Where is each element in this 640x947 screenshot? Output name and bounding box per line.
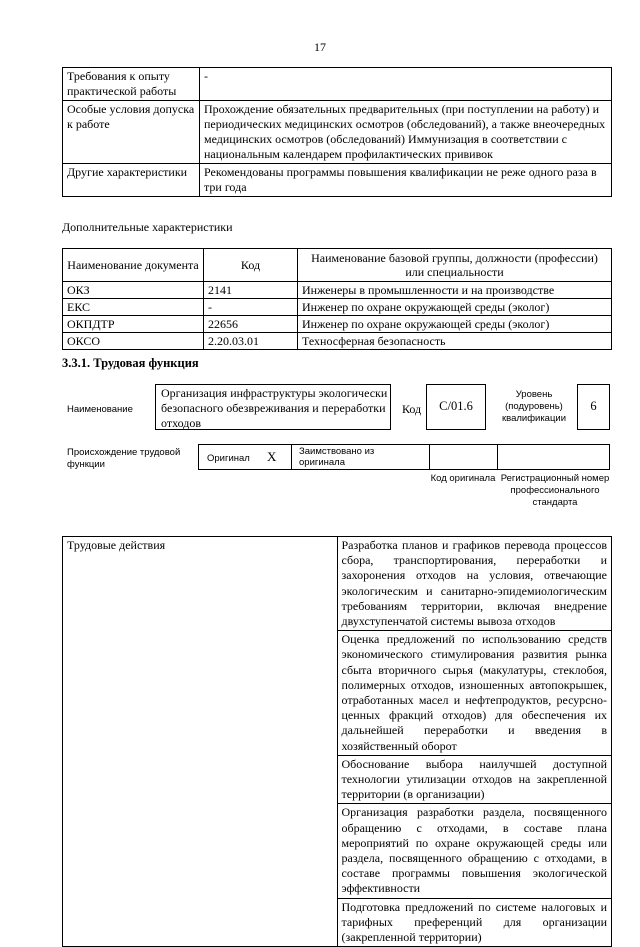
row-value: - (200, 68, 612, 101)
labor-action-item: Обоснование выбора наилучшей доступной технологии утилизации отходов на закрепленной территории (в организации) (337, 755, 612, 804)
cell: ОКПДТР (63, 316, 204, 333)
table-row (63, 101, 612, 164)
cell: Техносферная безопасность (298, 333, 612, 350)
cell: 22656 (204, 316, 298, 333)
registration-number-caption: Регистрационный номер профессионального стандарта (500, 473, 610, 508)
origin-row (198, 444, 610, 470)
cell: - (204, 299, 298, 316)
section-title: 3.3.1. Трудовая функция (62, 356, 199, 370)
col-header-group: Наименование базовой группы, должности (профессии) или специальности (298, 249, 612, 282)
table-row (63, 316, 612, 333)
labor-action-item: Разработка планов и графиков перевода процессов сбора, транспортирования, переработки и захоронения отходов на условия, отвечающие экологическим и санитарно-эпидемиологическим требованиям территории, включая внедрение двухступенчатой системы вывоза отходов (337, 537, 612, 631)
origin-label: Происхождение трудовой функции (67, 447, 181, 470)
labor-actions-table (62, 536, 612, 947)
additional-characteristics-table (62, 248, 612, 350)
cell: Инженер по охране окружающей среды (эколог) (298, 299, 612, 316)
cell: ОКСО (63, 333, 204, 350)
labor-action-item: Подготовка предложений по системе налоговых и тарифных преференций для организации (закрепленной территории) (337, 898, 612, 947)
original-label: Оригинал (207, 453, 250, 464)
row-label: Другие характеристики (63, 164, 200, 197)
level-label: Уровень (подуровень) квалификации (501, 389, 567, 424)
labor-action-item: Оценка предложений по использованию средств экономического стимулирования развития рынка сбыта вторичного сырья (макулатуры, стеклобоя, полимерных отходов, изношенных автопокрышек, отработанных масел и нефтепродуктов, ресурсно-ценных фракций отходов) для обеспечения их дальнейшей переработки и введения в хозяйственный оборот (337, 631, 612, 756)
cell: 2.20.03.01 (204, 333, 298, 350)
table-row (63, 164, 612, 197)
col-header-document: Наименование документа (63, 249, 204, 282)
table-row (63, 333, 612, 350)
table-row (63, 299, 612, 316)
col-header-code: Код (204, 249, 298, 282)
divider (497, 445, 498, 469)
cell: Инженеры в промышленности и на производстве (298, 282, 612, 299)
function-name-box: Организация инфраструктуры экологически безопасного обезвреживания и переработки отходов (155, 384, 391, 430)
cell: 2141 (204, 282, 298, 299)
additional-characteristics-title: Дополнительные характеристики (62, 220, 233, 234)
requirements-table (62, 67, 612, 197)
page-number: 17 (314, 40, 326, 54)
level-value-box: 6 (577, 384, 610, 430)
table-row (63, 68, 612, 101)
original-mark: X (267, 449, 277, 464)
cell: ЕКС (63, 299, 204, 316)
cell: ОКЗ (63, 282, 204, 299)
borrowed-label: Заимствовано из оригинала (299, 446, 375, 468)
row-label: Особые условия допуска к работе (63, 101, 200, 164)
code-label: Код (402, 402, 422, 416)
divider (291, 445, 292, 469)
divider (429, 445, 430, 469)
row-value: Прохождение обязательных предварительных (при поступлении на работу) и периодических медицинских осмотров (обследований), а также внеочередных медицинских осмотров (обследований) Иммунизация в соответствии с национальным календарем профилактических прививок (200, 101, 612, 164)
table-header-row (63, 249, 612, 282)
function-code-box: С/01.6 (426, 384, 486, 430)
table-row (63, 537, 612, 631)
labor-action-item: Организация разработки раздела, посвященного обращению с отходами, в составе плана мероприятий по охране окружающей среды или раздела, посвященного обращению с отходами, в составе программы повышения экологической эффективности (337, 804, 612, 898)
labor-actions-label: Трудовые действия (63, 537, 338, 947)
row-label: Требования к опыту практической работы (63, 68, 200, 101)
cell: Инженер по охране окружающей среды (эколог) (298, 316, 612, 333)
table-row (63, 282, 612, 299)
original-code-caption: Код оригинала (430, 473, 496, 484)
row-value: Рекомендованы программы повышения квалификации не реже одного раза в три года (200, 164, 612, 197)
name-label: Наименование (67, 404, 133, 415)
